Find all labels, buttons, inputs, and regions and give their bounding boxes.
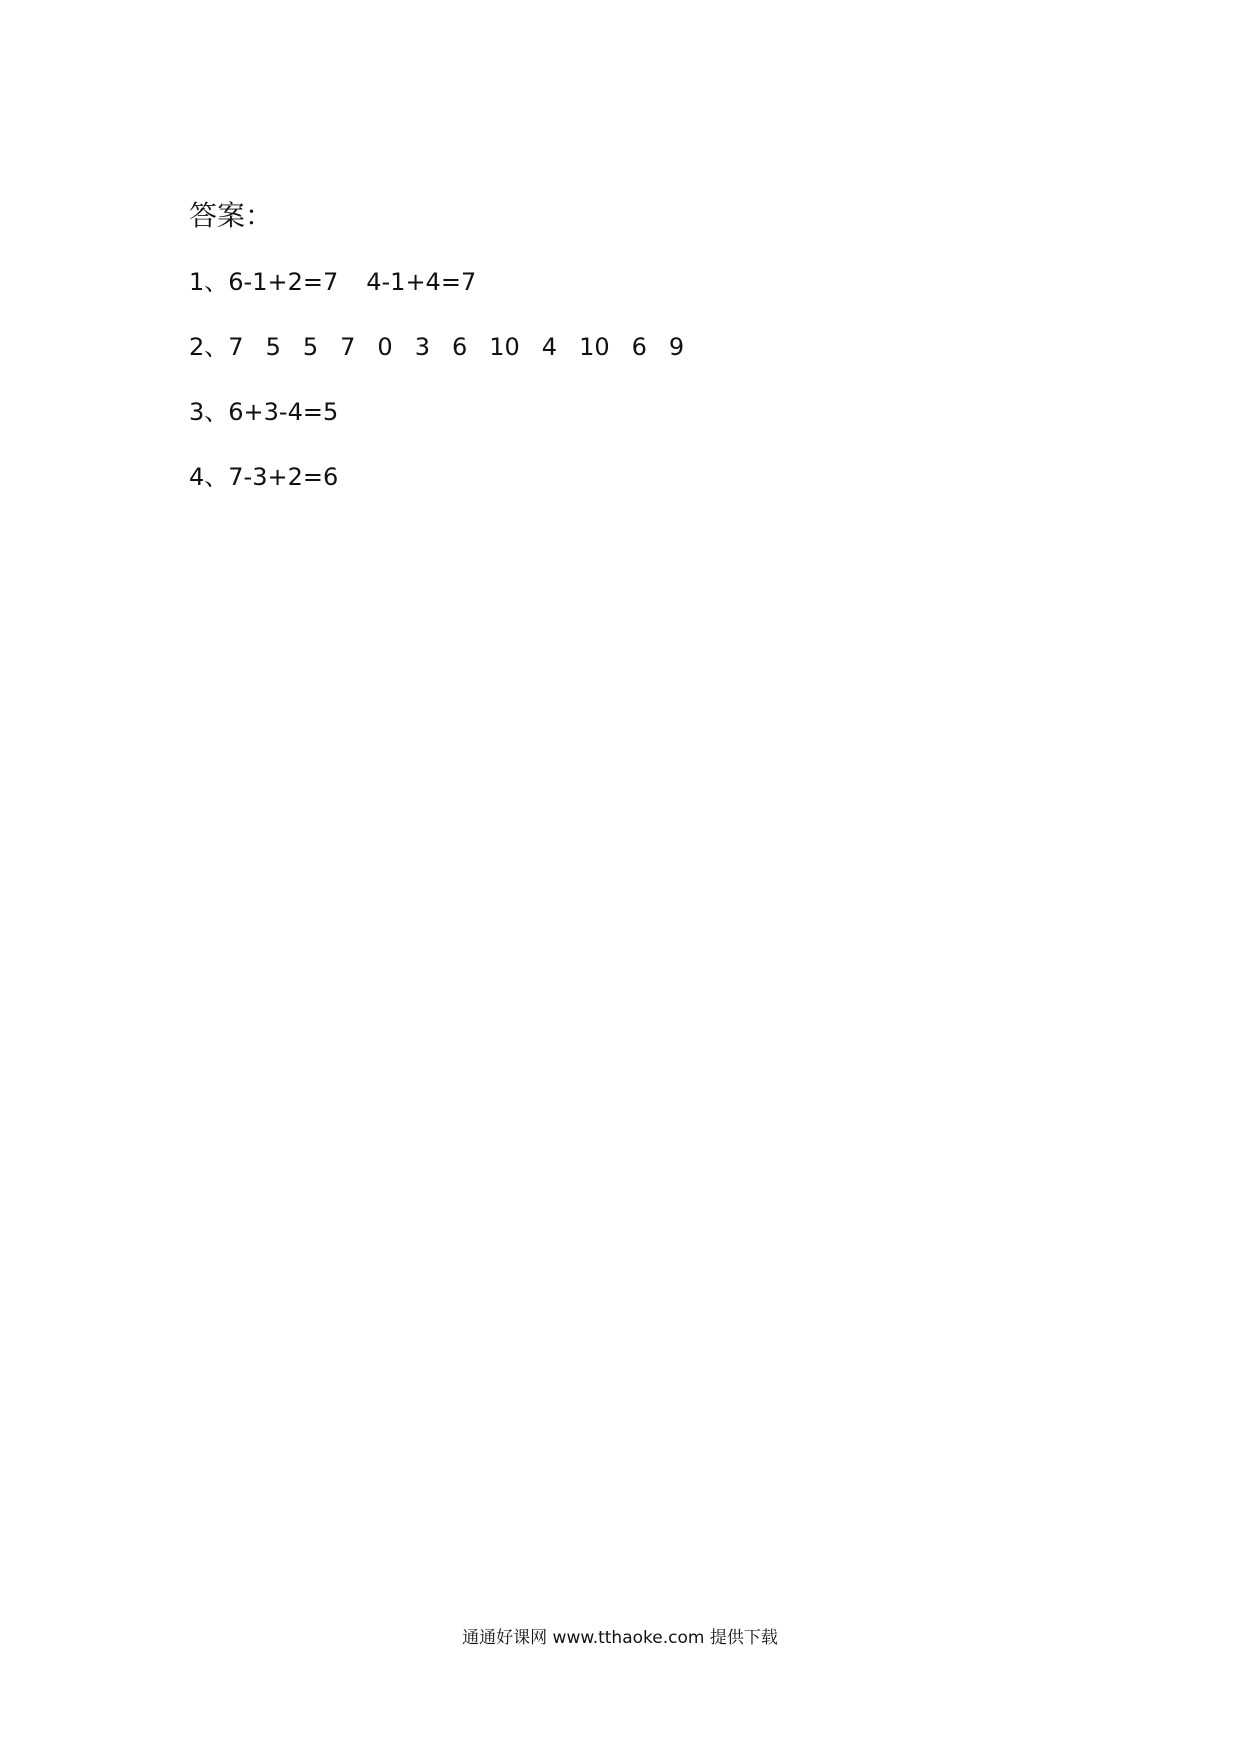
- answer-item-1: [189, 262, 684, 302]
- page-footer: 通通好课网 www.tthaoke.com 提供下载: [462, 1628, 778, 1648]
- answer-separator: 、: [204, 268, 229, 296]
- answer-number: 3: [189, 398, 205, 426]
- answer-section: [189, 196, 684, 522]
- answer-value: 4: [541, 333, 558, 361]
- answer-values: [228, 457, 338, 497]
- answer-values: [228, 262, 476, 302]
- answer-value: 6: [631, 333, 647, 361]
- answer-separator: 、: [204, 463, 229, 491]
- answer-item-3: [189, 392, 684, 432]
- answer-item-2: [189, 327, 684, 367]
- answer-value: 6-1+2=7: [228, 268, 339, 296]
- answer-value: 6: [451, 333, 468, 361]
- answer-values: [228, 327, 684, 367]
- answer-values: [228, 392, 338, 432]
- answer-separator: 、: [204, 333, 229, 361]
- answer-value: 9: [668, 333, 685, 361]
- answer-number: 2: [189, 333, 205, 361]
- answer-value: 3: [414, 333, 430, 361]
- answer-number: 4: [189, 463, 205, 491]
- answer-heading: 答案：: [189, 199, 274, 232]
- answer-value: 10: [489, 333, 520, 361]
- answer-number: 1: [189, 268, 205, 296]
- answer-value: 7: [228, 333, 244, 361]
- answer-value: 5: [302, 333, 319, 361]
- answer-value: 7-3+2=6: [228, 463, 339, 491]
- answer-separator: 、: [204, 398, 229, 426]
- answer-value: 5: [265, 333, 281, 361]
- answer-value: 4-1+4=7: [366, 268, 477, 296]
- answer-value: 0: [377, 333, 393, 361]
- answer-value: 10: [579, 333, 610, 361]
- answer-value: 7: [340, 333, 356, 361]
- answer-value: 6+3-4=5: [228, 398, 339, 426]
- answer-item-4: [189, 457, 684, 497]
